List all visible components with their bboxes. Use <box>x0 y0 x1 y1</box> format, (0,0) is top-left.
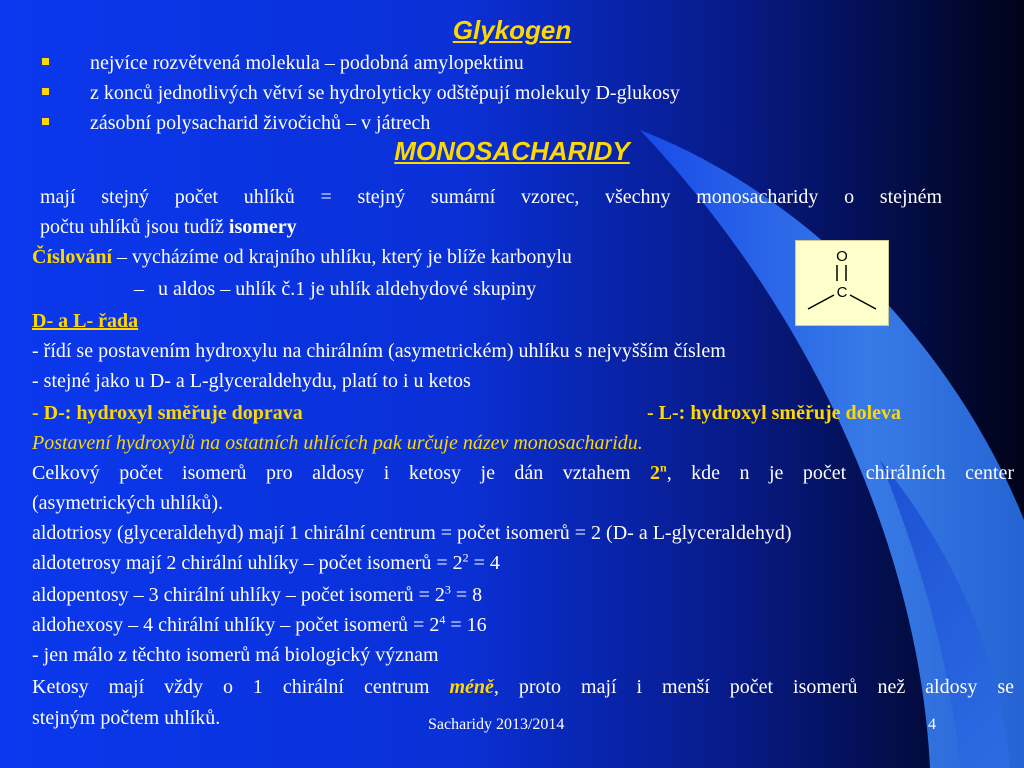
aldopentosy-line: aldopentosy – 3 chirální uhlíky – počet isomerů = $2^3 = 8$ <box>32 582 483 606</box>
series-line-1: - řídí se postavením hydroxylu na chirálním (asymetrickém) uhlíku s nejvyšším číslem <box>32 340 726 362</box>
bullet-square-icon <box>42 118 49 125</box>
isomery-term: isomery <box>228 216 297 238</box>
aldohexosy-line: aldohexosy – 4 chirální uhlíky – počet isomerů = $2^4 = 16$ <box>32 612 487 636</box>
l-rule: - L-: hydroxyl směřuje doleva <box>647 402 902 424</box>
ketosy-line-1: Ketosy mají vždy o 1 chirální centrum méně, proto mají i menší počet isomerů než aldosy se <box>32 676 1015 698</box>
carbonyl-structure <box>795 240 889 326</box>
footer-course: Sacharidy 2013/2014 <box>428 716 565 733</box>
ketosy-line-2: stejným počtem uhlíků. <box>32 707 221 729</box>
numbering-sub-line: – u aldos – uhlík č.1 je uhlík aldehydové skupiny <box>134 278 537 300</box>
glykogen-title: Glykogen <box>452 15 572 45</box>
carbonyl-diagram <box>796 241 888 325</box>
list-item: z konců jednotlivých větví se hydrolyticky odštěpují molekuly D-glukosy <box>40 78 940 108</box>
italic-note: Postavení hydroxylů na ostatních uhlících pak určuje název monosacharidu. <box>32 432 643 454</box>
dash-mark: – <box>134 278 144 300</box>
series-heading: D- a L- řada <box>32 310 139 332</box>
series-line-2: - stejné jako u D- a L-glyceraldehydu, platí to i u ketos <box>32 370 471 392</box>
oxygen-atom: O <box>836 248 848 265</box>
isomers-line-1: Celkový počet isomerů pro aldosy i ketosy je dán vztahem 2$^n$, kde n je počet chirálních center <box>32 460 1014 484</box>
intro-line-1: mají stejný počet uhlíků = stejný sumární vzorec, všechny monosacharidy o stejném <box>40 186 942 208</box>
biological-note: - jen málo z těchto isomerů má biologický význam <box>32 644 439 666</box>
isomers-line-2: (asymetrických uhlíků). <box>32 492 224 514</box>
bullet-square-icon <box>42 58 49 65</box>
carbon-atom: C <box>836 284 848 301</box>
page-number: 4 <box>928 716 936 733</box>
isomer-formula: 2$^n$ <box>650 460 667 484</box>
numbering-label: Číslování <box>32 246 113 268</box>
glykogen-bullet-list <box>40 48 940 138</box>
d-rule: - D-: hydroxyl směřuje doprava <box>32 402 303 424</box>
list-item: zásobní polysacharid živočichů – v játrech <box>40 108 940 138</box>
intro-line-2: počtu uhlíků jsou tudíž isomery <box>40 216 297 238</box>
aldotriosy-line: aldotriosy (glyceraldehyd) mají 1 chirální centrum = počet isomerů = 2 (D- a L-glyceraldehyd) <box>32 522 792 544</box>
list-item: nejvíce rozvětvená molekula – podobná amylopektinu <box>40 48 940 78</box>
monosacharidy-title: MONOSACHARIDY <box>394 136 630 166</box>
aldotetrosy-line: aldotetrosy mají 2 chirální uhlíky – počet isomerů = $2^2 = 4$ <box>32 550 500 574</box>
mene-emphasis: méně <box>449 676 494 698</box>
bullet-square-icon <box>42 88 49 95</box>
numbering-line: Číslování – vycházíme od krajního uhlíku, který je blíže karbonylu <box>32 246 572 268</box>
